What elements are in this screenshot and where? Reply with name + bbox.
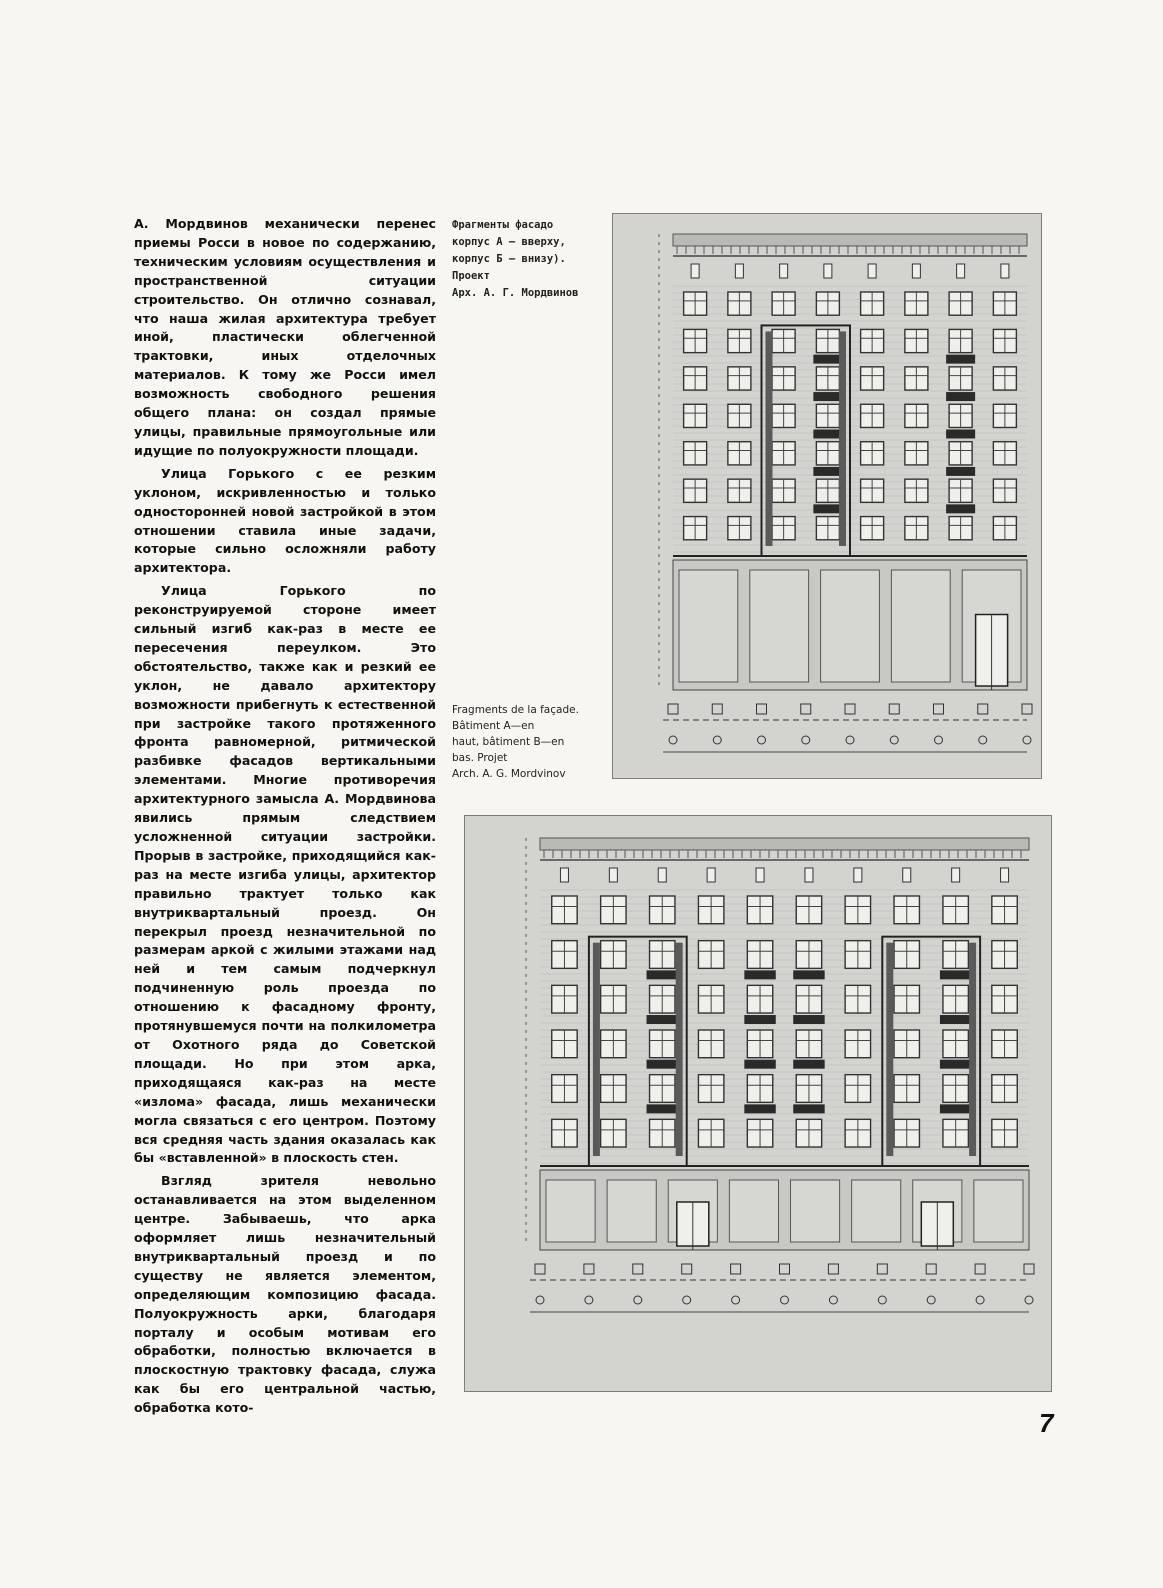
caption-ru-line: Арх. А. Г. Мордвинов bbox=[452, 287, 579, 299]
balcony-railing bbox=[647, 1060, 678, 1069]
attic-window bbox=[658, 868, 666, 882]
shop-window bbox=[750, 570, 809, 682]
balcony-railing bbox=[744, 1060, 775, 1069]
balcony-railing bbox=[946, 429, 975, 438]
shop-window bbox=[974, 1180, 1023, 1242]
balcony-railing bbox=[793, 970, 824, 979]
attic-window bbox=[756, 868, 764, 882]
balcony-railing bbox=[813, 504, 842, 513]
balcony-railing bbox=[744, 1015, 775, 1024]
article-column bbox=[134, 215, 436, 1422]
shop-window bbox=[821, 570, 880, 682]
ornament-strip bbox=[839, 331, 846, 546]
caption-ru-line: корпус А — вверху, bbox=[452, 236, 566, 248]
balcony-railing bbox=[793, 1015, 824, 1024]
caption-fr-line: bas. Projet bbox=[452, 752, 508, 764]
page-number: 7 bbox=[1039, 1408, 1054, 1438]
attic-window bbox=[957, 264, 965, 278]
ornament-strip bbox=[676, 943, 683, 1156]
attic-window bbox=[854, 868, 862, 882]
caption-fr-line: Arch. A. G. Mordvinov bbox=[452, 768, 566, 780]
balcony-railing bbox=[946, 467, 975, 476]
caption-ru-line: Фрагменты фасадо bbox=[452, 219, 554, 231]
balcony-railing bbox=[647, 970, 678, 979]
caption-french bbox=[452, 702, 612, 782]
balcony-railing bbox=[940, 970, 971, 979]
balcony-railing bbox=[647, 1104, 678, 1113]
attic-window bbox=[735, 264, 743, 278]
attic-window bbox=[903, 868, 911, 882]
caption-ru-line: Проект bbox=[452, 270, 490, 282]
balcony-railing bbox=[940, 1015, 971, 1024]
attic-window bbox=[824, 264, 832, 278]
balcony-railing bbox=[793, 1060, 824, 1069]
attic-window bbox=[868, 264, 876, 278]
attic-window bbox=[560, 868, 568, 882]
ornament-strip bbox=[766, 331, 773, 546]
shop-window bbox=[852, 1180, 901, 1242]
balcony-railing bbox=[813, 355, 842, 364]
ornament-strip bbox=[593, 943, 600, 1156]
attic-window bbox=[707, 868, 715, 882]
balcony-railing bbox=[813, 392, 842, 401]
balcony-railing bbox=[744, 970, 775, 979]
shop-window bbox=[729, 1180, 778, 1242]
shop-window bbox=[891, 570, 950, 682]
cornice bbox=[673, 234, 1027, 246]
article-paragraph-3: Улица Горького по реконструируемой стороне имеет сильный изгиб как-раз в месте ее пересечения переулком. Это обстоятельство, также как и резкий ее уклон, не давало архитектору возможности прибегнуть к естественной при застройке такого протяженного фронта равномерной, ритмической разбивке фасадов вертикальными элементами. Многие противоречия архитектурного замысла А. Мордвинова явились прямым следствием усложненной ситуации застройки. Прорыв в застройке, приходящийся как-раз на месте изгиба улицы, архитектор правильно трактует только как внутриквартальный проезд. Он перекрыл проезд незначительной по размерам аркой с жилыми этажами над ней и тем самым подчеркнул подчиненную роль проезда по отношению к фасадному фронту, протянувшемуся почти на полкилометра от Охотного ряда до Советской площади. Но при этом арка, приходящаяся как-раз на месте «излома» фасада, лишь механически могла связаться с его центром. Поэтому вся средняя часть здания оказалась как бы «вставленной» в плоскость стен. bbox=[134, 583, 436, 1166]
caption-russian bbox=[452, 217, 612, 302]
shop-window bbox=[546, 1180, 595, 1242]
balcony-railing bbox=[940, 1104, 971, 1113]
balcony-railing bbox=[647, 1015, 678, 1024]
attic-window bbox=[780, 264, 788, 278]
caption-fr-line: Fragments de la façade. Bâtiment A—en bbox=[452, 704, 579, 732]
attic-window bbox=[1001, 868, 1009, 882]
attic-window bbox=[952, 868, 960, 882]
article-paragraph-4: Взгляд зрителя невольно останавливается на этом выделенном центре. Забываешь, что арка оформляет лишь незначительный внутриквартальный проезд и по существу не является элементом, определяющим композицию фасада. Полуокружность арки, благодаря порталу и особым мотивам его обработки, полностью включается в плоскостную трактовку фасада, служа как бы его центральной частью, обработка кото- bbox=[134, 1173, 436, 1416]
balcony-railing bbox=[946, 355, 975, 364]
ornament-strip bbox=[886, 943, 893, 1156]
cornice bbox=[540, 838, 1029, 850]
attic-window bbox=[1001, 264, 1009, 278]
shop-window bbox=[791, 1180, 840, 1242]
balcony-railing bbox=[940, 1060, 971, 1069]
shop-window bbox=[679, 570, 738, 682]
facade-drawing-a-svg bbox=[613, 214, 1041, 778]
balcony-railing bbox=[793, 1104, 824, 1113]
caption-ru-line: корпус Б — внизу). bbox=[452, 253, 566, 265]
balcony-railing bbox=[813, 467, 842, 476]
ornament-strip bbox=[969, 943, 976, 1156]
shop-window bbox=[607, 1180, 656, 1242]
attic-window bbox=[805, 868, 813, 882]
attic-window bbox=[912, 264, 920, 278]
attic-window bbox=[691, 264, 699, 278]
balcony-railing bbox=[744, 1104, 775, 1113]
facade-drawing-building-b bbox=[464, 815, 1052, 1392]
article-paragraph-1: А. Мордвинов механически перенес приемы Росси в новое по содержанию, техническим условиям осуществления и пространственной ситуации строительство. Он отлично сознавал, что наша жилая архитектура требует иной, пластически облегченной трактовки, иных отделочных материалов. К тому же Росси имел возможность свободного решения общего плана: он создал прямые улицы, правильные прямоугольные или идущие по полуокружности площади. bbox=[134, 216, 436, 458]
facade-drawing-building-a bbox=[612, 213, 1042, 779]
caption-fr-line: haut, bâtiment B—en bbox=[452, 736, 565, 748]
attic-window bbox=[609, 868, 617, 882]
balcony-railing bbox=[946, 392, 975, 401]
article-paragraph-2: Улица Горького с ее резким уклоном, искривленностью и только односторонней новой застройкой в этом отношении ставила иные задачи, которые сильно осложняли работу архитектора. bbox=[134, 465, 436, 576]
balcony-railing bbox=[946, 504, 975, 513]
balcony-railing bbox=[813, 429, 842, 438]
facade-drawing-b-svg bbox=[465, 816, 1051, 1391]
